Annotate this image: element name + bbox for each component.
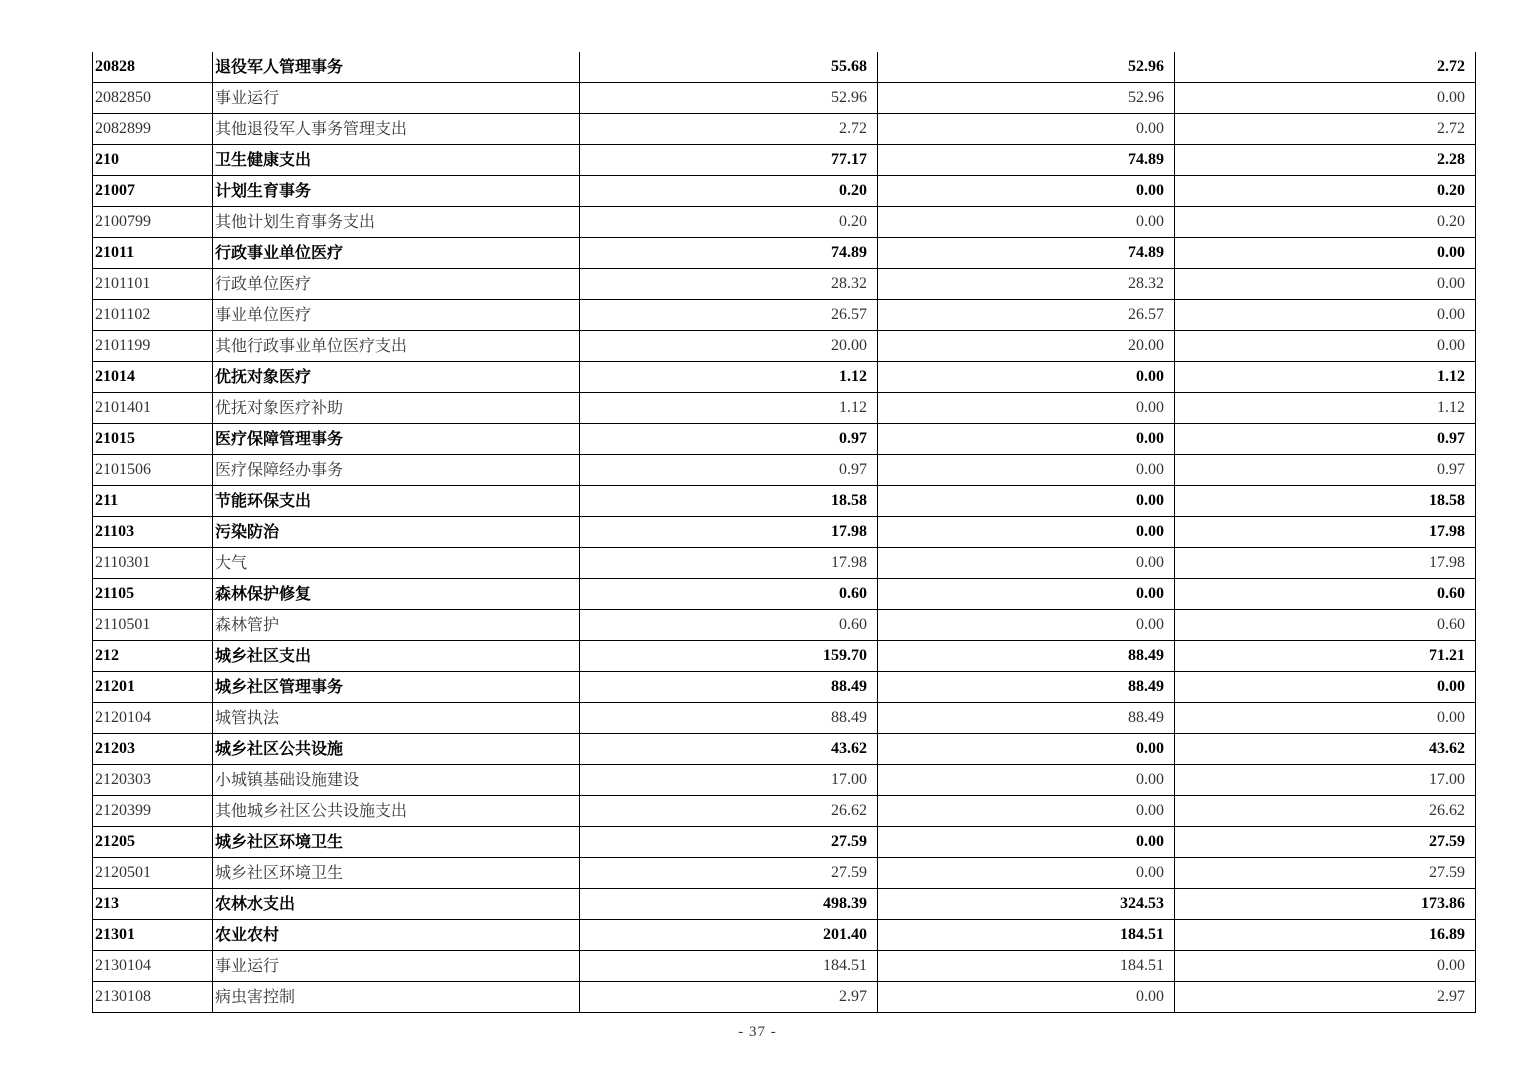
cell-name: 污染防治 (213, 517, 580, 548)
cell-value-1: 0.20 (580, 176, 878, 207)
cell-name: 城管执法 (213, 703, 580, 734)
cell-name: 城乡社区环境卫生 (213, 827, 580, 858)
table-row (93, 238, 1476, 269)
cell-name: 其他退役军人事务管理支出 (213, 114, 580, 145)
cell-name: 事业单位医疗 (213, 300, 580, 331)
cell-value-1: 55.68 (580, 52, 878, 83)
cell-name: 卫生健康支出 (213, 145, 580, 176)
cell-code: 2120104 (93, 703, 213, 734)
cell-value-1: 2.97 (580, 982, 878, 1013)
cell-value-1: 74.89 (580, 238, 878, 269)
cell-value-2: 0.00 (878, 796, 1175, 827)
cell-value-2: 0.00 (878, 858, 1175, 889)
table-row (93, 269, 1476, 300)
cell-code: 2120303 (93, 765, 213, 796)
cell-value-1: 498.39 (580, 889, 878, 920)
cell-value-1: 26.62 (580, 796, 878, 827)
cell-value-3: 26.62 (1175, 796, 1476, 827)
table-row (93, 920, 1476, 951)
cell-name: 城乡社区支出 (213, 641, 580, 672)
cell-value-2: 74.89 (878, 145, 1175, 176)
cell-value-2: 0.00 (878, 610, 1175, 641)
cell-value-2: 0.00 (878, 982, 1175, 1013)
cell-value-1: 20.00 (580, 331, 878, 362)
cell-name: 城乡社区公共设施 (213, 734, 580, 765)
cell-value-1: 17.00 (580, 765, 878, 796)
cell-code: 21301 (93, 920, 213, 951)
cell-name: 农林水支出 (213, 889, 580, 920)
cell-value-2: 88.49 (878, 703, 1175, 734)
cell-value-3: 16.89 (1175, 920, 1476, 951)
table-row (93, 362, 1476, 393)
cell-value-1: 88.49 (580, 703, 878, 734)
cell-value-1: 26.57 (580, 300, 878, 331)
cell-value-2: 0.00 (878, 455, 1175, 486)
cell-name: 事业运行 (213, 951, 580, 982)
table-row (93, 765, 1476, 796)
cell-value-3: 1.12 (1175, 362, 1476, 393)
cell-code: 2101506 (93, 455, 213, 486)
cell-value-1: 28.32 (580, 269, 878, 300)
cell-value-1: 159.70 (580, 641, 878, 672)
cell-code: 21011 (93, 238, 213, 269)
budget-expenditure-table (92, 52, 1476, 1013)
cell-code: 2101102 (93, 300, 213, 331)
cell-value-3: 2.72 (1175, 114, 1476, 145)
table-row (93, 424, 1476, 455)
table-row (93, 672, 1476, 703)
cell-name: 计划生育事务 (213, 176, 580, 207)
cell-value-2: 0.00 (878, 486, 1175, 517)
cell-name: 小城镇基础设施建设 (213, 765, 580, 796)
cell-value-2: 0.00 (878, 827, 1175, 858)
cell-value-1: 18.58 (580, 486, 878, 517)
cell-code: 212 (93, 641, 213, 672)
cell-value-1: 0.20 (580, 207, 878, 238)
table-row (93, 83, 1476, 114)
cell-value-1: 1.12 (580, 362, 878, 393)
cell-value-2: 52.96 (878, 52, 1175, 83)
cell-value-2: 0.00 (878, 207, 1175, 238)
cell-name: 事业运行 (213, 83, 580, 114)
cell-value-1: 1.12 (580, 393, 878, 424)
cell-value-1: 0.60 (580, 579, 878, 610)
cell-name: 优抚对象医疗补助 (213, 393, 580, 424)
table-row (93, 610, 1476, 641)
cell-name: 森林保护修复 (213, 579, 580, 610)
cell-code: 21105 (93, 579, 213, 610)
cell-value-3: 43.62 (1175, 734, 1476, 765)
cell-name: 其他行政事业单位医疗支出 (213, 331, 580, 362)
cell-value-1: 184.51 (580, 951, 878, 982)
cell-value-2: 0.00 (878, 517, 1175, 548)
cell-value-2: 0.00 (878, 765, 1175, 796)
cell-value-3: 173.86 (1175, 889, 1476, 920)
cell-value-3: 0.00 (1175, 269, 1476, 300)
cell-name: 行政单位医疗 (213, 269, 580, 300)
cell-code: 21205 (93, 827, 213, 858)
cell-value-2: 88.49 (878, 672, 1175, 703)
cell-name: 优抚对象医疗 (213, 362, 580, 393)
cell-name: 森林管护 (213, 610, 580, 641)
cell-value-2: 0.00 (878, 734, 1175, 765)
cell-value-1: 201.40 (580, 920, 878, 951)
cell-code: 2110501 (93, 610, 213, 641)
cell-value-1: 0.97 (580, 424, 878, 455)
table-row (93, 486, 1476, 517)
cell-value-2: 26.57 (878, 300, 1175, 331)
cell-value-1: 88.49 (580, 672, 878, 703)
cell-value-3: 17.98 (1175, 517, 1476, 548)
cell-value-2: 20.00 (878, 331, 1175, 362)
cell-name: 城乡社区环境卫生 (213, 858, 580, 889)
cell-value-1: 0.60 (580, 610, 878, 641)
cell-value-3: 18.58 (1175, 486, 1476, 517)
cell-code: 21103 (93, 517, 213, 548)
cell-value-3: 71.21 (1175, 641, 1476, 672)
cell-value-2: 28.32 (878, 269, 1175, 300)
cell-value-2: 74.89 (878, 238, 1175, 269)
cell-code: 2101199 (93, 331, 213, 362)
page-number: - 37 - (738, 1024, 777, 1040)
cell-code: 2130108 (93, 982, 213, 1013)
cell-value-3: 0.97 (1175, 424, 1476, 455)
table-row (93, 207, 1476, 238)
table-row (93, 703, 1476, 734)
table-row (93, 114, 1476, 145)
cell-value-3: 0.00 (1175, 238, 1476, 269)
cell-value-1: 17.98 (580, 517, 878, 548)
cell-value-2: 0.00 (878, 393, 1175, 424)
cell-value-3: 2.72 (1175, 52, 1476, 83)
table-row (93, 951, 1476, 982)
cell-code: 2082899 (93, 114, 213, 145)
cell-code: 210 (93, 145, 213, 176)
cell-name: 其他城乡社区公共设施支出 (213, 796, 580, 827)
cell-value-1: 17.98 (580, 548, 878, 579)
cell-value-2: 184.51 (878, 920, 1175, 951)
cell-name: 大气 (213, 548, 580, 579)
table-row (93, 300, 1476, 331)
cell-value-3: 0.60 (1175, 610, 1476, 641)
table-row (93, 827, 1476, 858)
cell-value-2: 52.96 (878, 83, 1175, 114)
cell-value-3: 2.97 (1175, 982, 1476, 1013)
cell-value-1: 52.96 (580, 83, 878, 114)
cell-value-2: 0.00 (878, 548, 1175, 579)
cell-value-2: 184.51 (878, 951, 1175, 982)
cell-code: 2120501 (93, 858, 213, 889)
cell-name: 退役军人管理事务 (213, 52, 580, 83)
cell-value-3: 1.12 (1175, 393, 1476, 424)
cell-code: 2082850 (93, 83, 213, 114)
cell-value-2: 324.53 (878, 889, 1175, 920)
table-row (93, 641, 1476, 672)
cell-code: 21201 (93, 672, 213, 703)
cell-value-3: 0.97 (1175, 455, 1476, 486)
cell-value-2: 88.49 (878, 641, 1175, 672)
cell-value-3: 0.00 (1175, 672, 1476, 703)
cell-value-3: 17.98 (1175, 548, 1476, 579)
cell-value-1: 27.59 (580, 827, 878, 858)
cell-value-3: 0.00 (1175, 83, 1476, 114)
table-row (93, 889, 1476, 920)
cell-code: 21014 (93, 362, 213, 393)
cell-value-3: 0.00 (1175, 951, 1476, 982)
table-row (93, 145, 1476, 176)
cell-code: 2100799 (93, 207, 213, 238)
cell-code: 20828 (93, 52, 213, 83)
table-row (93, 579, 1476, 610)
table-row (93, 517, 1476, 548)
cell-code: 2101101 (93, 269, 213, 300)
cell-name: 节能环保支出 (213, 486, 580, 517)
cell-value-3: 0.20 (1175, 176, 1476, 207)
table-row (93, 331, 1476, 362)
cell-code: 21007 (93, 176, 213, 207)
cell-name: 行政事业单位医疗 (213, 238, 580, 269)
cell-value-3: 0.00 (1175, 331, 1476, 362)
cell-value-1: 77.17 (580, 145, 878, 176)
cell-value-1: 2.72 (580, 114, 878, 145)
cell-value-3: 0.00 (1175, 300, 1476, 331)
cell-value-2: 0.00 (878, 176, 1175, 207)
table-row (93, 176, 1476, 207)
cell-name: 其他计划生育事务支出 (213, 207, 580, 238)
cell-value-2: 0.00 (878, 579, 1175, 610)
cell-code: 2110301 (93, 548, 213, 579)
cell-value-3: 27.59 (1175, 827, 1476, 858)
table-row (93, 52, 1476, 83)
cell-value-1: 0.97 (580, 455, 878, 486)
cell-value-3: 0.20 (1175, 207, 1476, 238)
table-row (93, 734, 1476, 765)
table-row (93, 393, 1476, 424)
table-row (93, 982, 1476, 1013)
cell-value-2: 0.00 (878, 114, 1175, 145)
cell-value-3: 27.59 (1175, 858, 1476, 889)
cell-code: 211 (93, 486, 213, 517)
cell-value-3: 0.60 (1175, 579, 1476, 610)
cell-value-1: 27.59 (580, 858, 878, 889)
cell-value-3: 2.28 (1175, 145, 1476, 176)
cell-value-2: 0.00 (878, 362, 1175, 393)
cell-name: 农业农村 (213, 920, 580, 951)
cell-name: 医疗保障经办事务 (213, 455, 580, 486)
cell-value-1: 43.62 (580, 734, 878, 765)
cell-code: 213 (93, 889, 213, 920)
table-body (93, 52, 1476, 1013)
table-row (93, 858, 1476, 889)
cell-value-2: 0.00 (878, 424, 1175, 455)
cell-name: 病虫害控制 (213, 982, 580, 1013)
table-row (93, 455, 1476, 486)
table-row (93, 548, 1476, 579)
table-row (93, 796, 1476, 827)
cell-value-3: 0.00 (1175, 703, 1476, 734)
cell-code: 2130104 (93, 951, 213, 982)
cell-code: 2101401 (93, 393, 213, 424)
cell-name: 城乡社区管理事务 (213, 672, 580, 703)
cell-value-3: 17.00 (1175, 765, 1476, 796)
cell-name: 医疗保障管理事务 (213, 424, 580, 455)
cell-code: 2120399 (93, 796, 213, 827)
cell-code: 21015 (93, 424, 213, 455)
cell-code: 21203 (93, 734, 213, 765)
